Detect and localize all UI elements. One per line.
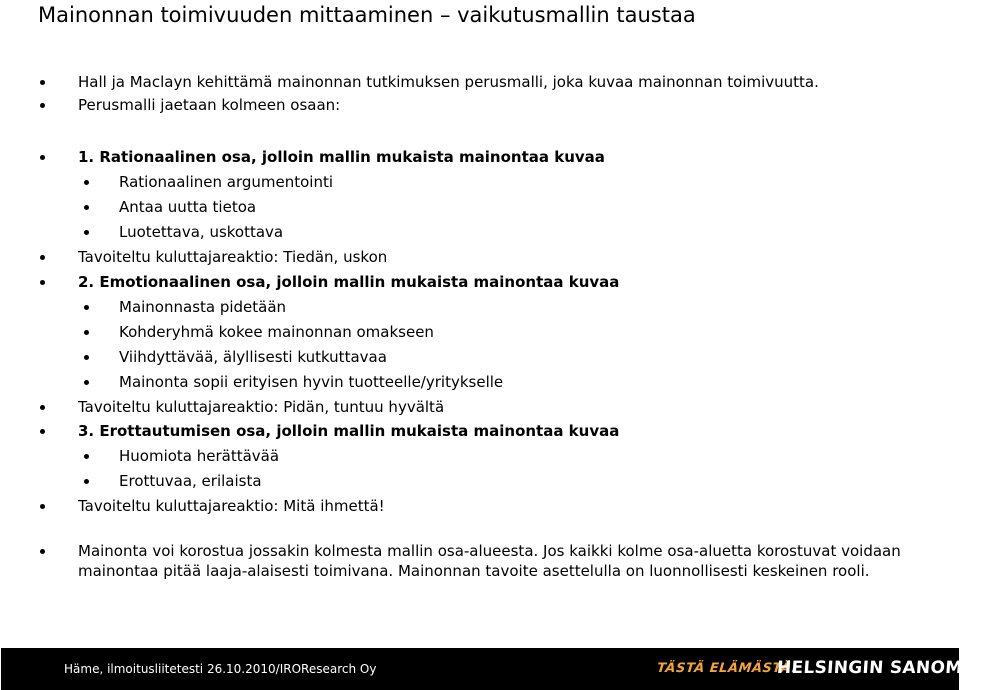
conclusion-text: Mainonta voi korostua jossakin kolmesta mallin osa-alueesta. Jos kaikki kolme osa-aluetta korostuvat voidaan mainontaa pitää laaja-alaisesti toimivana. Mainonnan tavoite asettelulla on luonnollisesti keskeinen rooli. [78,542,901,580]
brand-logo: HELSINGIN SANOMAT [776,658,987,678]
section2-target: Tavoiteltu kuluttajareaktio: Pidän, tuntuu hyvältä [78,398,445,416]
intro-item-1: Hall ja Maclayn kehittämä mainonnan tutkimuksen perusmalli, joka kuvaa mainonnan toimivuutta. [78,73,819,91]
bullet-icon [40,429,45,434]
section3-item-1: Huomiota herättävää [119,447,280,465]
slide-title: Mainonnan toimivuuden mittaaminen – vaikutusmallin taustaa [38,3,696,27]
bullet-icon [40,504,45,509]
bullet-icon [84,355,89,360]
bullet-icon [40,405,45,410]
section2-item-2: Kohderyhmä kokee mainonnan omakseen [119,323,434,341]
bullet-icon [40,103,45,108]
section1-item-3: Luotettava, uskottava [119,223,284,241]
section1-target: Tavoiteltu kuluttajareaktio: Tiedän, uskon [78,248,388,266]
section3-heading: 3. Erottautumisen osa, jolloin mallin mukaista mainontaa kuvaa [78,422,620,440]
bullet-icon [84,305,89,310]
bullet-icon [40,549,45,554]
section2-item-4: Mainonta sopii erityisen hyvin tuotteelle/yritykselle [119,373,504,391]
section2-item-1: Mainonnasta pidetään [119,298,287,316]
bullet-icon [84,230,89,235]
brand-tagline: TÄSTÄ ELÄMÄSTÄ. [656,661,798,676]
section3-target: Tavoiteltu kuluttajareaktio: Mitä ihmettä! [78,497,385,515]
bullet-icon [40,80,45,85]
bullet-icon [84,330,89,335]
bullet-icon [84,454,89,459]
bullet-icon [84,180,89,185]
bullet-icon [84,205,89,210]
section2-item-3: Viihdyttävää, älyllisesti kutkuttavaa [119,348,387,366]
section1-item-1: Rationaalinen argumentointi [119,173,333,191]
section1-item-2: Antaa uutta tietoa [119,198,257,216]
section1-heading: 1. Rationaalinen osa, jolloin mallin mukaista mainontaa kuvaa [78,148,605,166]
bullet-icon [40,155,45,160]
section3-item-2: Erottuvaa, erilaista [119,472,262,490]
bullet-icon [84,479,89,484]
bullet-icon [40,255,45,260]
intro-item-2: Perusmalli jaetaan kolmeen osaan: [78,96,341,114]
footer-bar [1,648,987,690]
footer-source: Häme, ilmoitusliitetesti 26.10.2010/IROResearch Oy [64,662,377,676]
bullet-icon [84,380,89,385]
section2-heading: 2. Emotionaalinen osa, jolloin mallin mukaista mainontaa kuvaa [78,273,620,291]
bullet-icon [40,280,45,285]
